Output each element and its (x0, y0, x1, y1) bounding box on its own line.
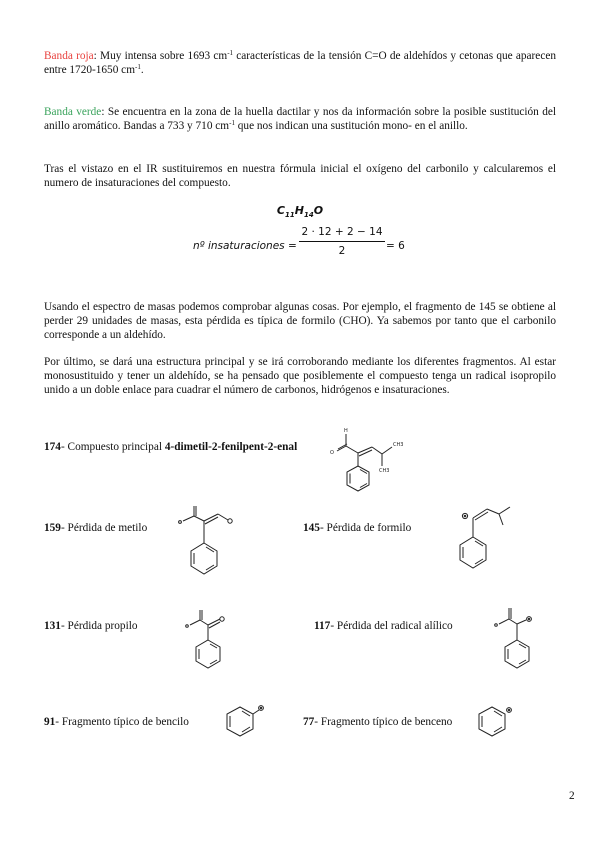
paragraph-final: Por último, se dará una estructura principal y se irá corroborando mediante los diferentes fragmentos. Al estar monosustituido y tener un aldehído, se ha pensado que posiblemente el compuesto tenga un radical isopropilo unido a un doble enlace para cuadrar el número de carbonos, hidrógenos e insaturaciones. (44, 356, 556, 397)
aldehyde-hydrogen: H (344, 428, 348, 434)
radical-circle-159 (228, 519, 232, 523)
methyl-label-top: CH3 (393, 442, 404, 448)
structure-174 (328, 424, 418, 504)
red-band-label: Banda roja (44, 50, 94, 62)
structure-131 (182, 603, 252, 679)
fragment-117-label: 117- Pérdida del radical alílico (314, 620, 453, 632)
radical-dot-131 (186, 625, 189, 628)
radical-circle-131 (220, 617, 224, 621)
structure-159 (168, 497, 258, 583)
paragraph-mass-spectrum: Usando el espectro de masas podemos comprobar algunas cosas. Por ejemplo, el fragmento de 145 se obtiene al perder 29 unidades de masas, esta pérdida es típica de formilo (CHO). Ya sabemos por tanto que el carbonilo corresponde a un aldehído. (44, 301, 556, 342)
methyl-label-bottom: CH3 (379, 468, 390, 474)
fragment-131-label: 131- Pérdida propilo (44, 620, 138, 632)
structure-117 (490, 600, 560, 680)
fragment-174-label: 174- Compuesto principal 4-dimetil-2-fenilpent-2-enal (44, 441, 298, 453)
fragment-159-label: 159- Pérdida de metilo (44, 522, 148, 534)
fragment-145-label: 145- Pérdida de formilo (303, 522, 412, 534)
paragraph-ir: Tras el vistazo en el IR sustituiremos en nuestra fórmula inicial el oxígeno del carbonilo y calcularemos el numero de insaturaciones del compuesto. (44, 163, 556, 190)
fragment-91-label: 91- Fragmento típico de bencilo (44, 716, 189, 728)
fragment-77-label: 77- Fragmento típico de benceno (303, 716, 453, 728)
radical-circle-145 (462, 513, 467, 518)
green-band-label: Banda verde (44, 106, 102, 118)
molecular-formula: $C_{11}H_{14}O$ (276, 204, 324, 220)
equation-lhs: nº insaturaciones = (193, 240, 297, 252)
structure-91 (214, 696, 284, 746)
radical-dot-117 (495, 624, 498, 627)
radical-circle-117 (527, 617, 532, 622)
radical-circle-91 (259, 706, 264, 711)
carbonyl-oxygen: O (330, 450, 334, 456)
equation-rhs: = 6 (386, 240, 405, 252)
radical-dot-159 (179, 521, 182, 524)
equation-fraction (299, 226, 385, 257)
equation-denominator: 2 (338, 245, 346, 257)
page-number: 2 (569, 790, 575, 802)
unsaturation-equation (0, 226, 600, 266)
structure-145 (443, 500, 533, 582)
structure-77 (466, 696, 536, 746)
paragraph-red-band: Banda roja: Muy intensa sobre 1693 $cm^{-1}$ características de la tensión C=O de aldehídos y cetonas que aparecen entre 1720-1650 $cm^{-1}$. (44, 49, 556, 77)
radical-circle-77 (507, 708, 512, 713)
equation-numerator: 2 · 12 + 2 − 14 (299, 226, 385, 242)
paragraph-green-band: Banda verde: Se encuentra en la zona de la huella dactilar y nos da información sobre la posible sustitución del anillo aromático. Bandas a 733 y 710 $cm^{-1}$ que nos indican una sustitución mono- en el anillo. (44, 106, 556, 133)
